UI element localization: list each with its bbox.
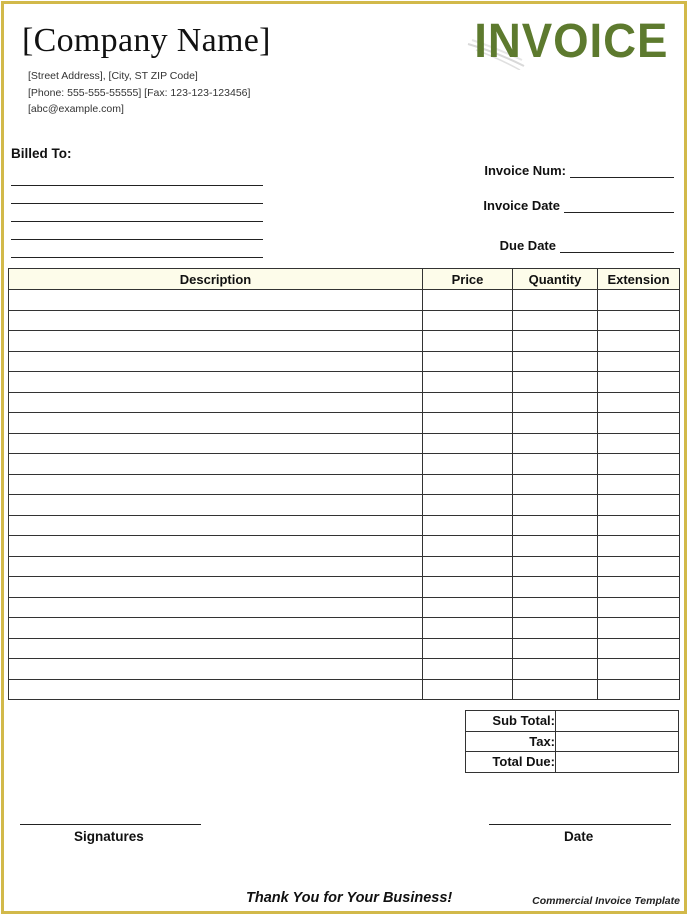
cell-quantity[interactable]: [513, 618, 598, 639]
cell-description[interactable]: [9, 597, 423, 618]
cell-price[interactable]: [423, 597, 513, 618]
cell-extension[interactable]: [598, 638, 680, 659]
table-row: [9, 638, 680, 659]
cell-price[interactable]: [423, 413, 513, 434]
sub-total-label: Sub Total:: [466, 711, 556, 732]
cell-description[interactable]: [9, 454, 423, 475]
table-header-row: [9, 269, 680, 290]
line-items-body: [9, 290, 680, 700]
cell-description[interactable]: [9, 474, 423, 495]
total-due-row: [466, 752, 679, 773]
cell-description[interactable]: [9, 351, 423, 372]
cell-quantity[interactable]: [513, 331, 598, 352]
cell-extension[interactable]: [598, 310, 680, 331]
cell-quantity[interactable]: [513, 413, 598, 434]
table-row: [9, 392, 680, 413]
table-row: [9, 618, 680, 639]
cell-extension[interactable]: [598, 474, 680, 495]
cell-extension[interactable]: [598, 515, 680, 536]
invoice-num-row: [484, 163, 674, 178]
table-row: [9, 310, 680, 331]
cell-description[interactable]: [9, 392, 423, 413]
cell-price[interactable]: [423, 536, 513, 557]
billed-to-lines: [11, 168, 263, 258]
cell-description[interactable]: [9, 413, 423, 434]
cell-extension[interactable]: [598, 495, 680, 516]
table-row: [9, 515, 680, 536]
cell-extension[interactable]: [598, 454, 680, 475]
sub-total-value[interactable]: [556, 711, 679, 732]
billed-to-line[interactable]: [11, 240, 263, 258]
cell-description[interactable]: [9, 679, 423, 700]
cell-price[interactable]: [423, 310, 513, 331]
invoice-date-label: Invoice Date: [483, 198, 560, 213]
email-line: [abc@example.com]: [28, 103, 124, 115]
template-name: Commercial Invoice Template: [532, 895, 680, 907]
cell-description[interactable]: [9, 515, 423, 536]
tax-label: Tax:: [466, 731, 556, 752]
table-row: [9, 474, 680, 495]
invoice-title: INVOICE: [473, 15, 668, 68]
cell-quantity[interactable]: [513, 351, 598, 372]
totals-table: [465, 710, 679, 773]
cell-price[interactable]: [423, 659, 513, 680]
cell-quantity[interactable]: [513, 659, 598, 680]
table-row: [9, 577, 680, 598]
cell-quantity[interactable]: [513, 290, 598, 311]
cell-description[interactable]: [9, 577, 423, 598]
cell-extension[interactable]: [598, 290, 680, 311]
table-row: [9, 597, 680, 618]
cell-extension[interactable]: [598, 331, 680, 352]
cell-quantity[interactable]: [513, 495, 598, 516]
cell-description[interactable]: [9, 659, 423, 680]
sub-total-row: [466, 711, 679, 732]
cell-quantity[interactable]: [513, 433, 598, 454]
cell-quantity[interactable]: [513, 454, 598, 475]
cell-price[interactable]: [423, 372, 513, 393]
column-header-extension: Extension: [598, 269, 680, 290]
cell-extension[interactable]: [598, 413, 680, 434]
phone-fax-line: [Phone: 555-555-55555] [Fax: 123-123-123456]: [28, 86, 251, 99]
cell-extension[interactable]: [598, 392, 680, 413]
due-date-label: Due Date: [499, 238, 556, 253]
cell-extension[interactable]: [598, 577, 680, 598]
cell-description[interactable]: [9, 495, 423, 516]
cell-price[interactable]: [423, 474, 513, 495]
billed-to-line[interactable]: [11, 168, 263, 186]
cell-description[interactable]: [9, 638, 423, 659]
cell-description[interactable]: [9, 290, 423, 311]
cell-price[interactable]: [423, 290, 513, 311]
thank-you-message: Thank You for Your Business!: [246, 890, 453, 906]
table-row: [9, 413, 680, 434]
due-date-row: [500, 238, 674, 253]
cell-quantity[interactable]: [513, 679, 598, 700]
cell-quantity[interactable]: [513, 392, 598, 413]
tax-row: [466, 731, 679, 752]
signatures-label: Signatures: [74, 829, 144, 844]
table-row: [9, 372, 680, 393]
cell-price[interactable]: [423, 679, 513, 700]
cell-price[interactable]: [423, 433, 513, 454]
line-items-table: [8, 268, 680, 700]
tax-value[interactable]: [556, 731, 679, 752]
cell-extension[interactable]: [598, 618, 680, 639]
cell-quantity[interactable]: [513, 577, 598, 598]
cell-price[interactable]: [423, 638, 513, 659]
table-row: [9, 556, 680, 577]
cell-price[interactable]: [423, 495, 513, 516]
cell-description[interactable]: [9, 618, 423, 639]
cell-extension[interactable]: [598, 536, 680, 557]
cell-price[interactable]: [423, 515, 513, 536]
table-row: [9, 659, 680, 680]
table-row: [9, 331, 680, 352]
table-row: [9, 351, 680, 372]
cell-description[interactable]: [9, 372, 423, 393]
due-date-field[interactable]: [560, 239, 674, 253]
table-row: [9, 679, 680, 700]
invoice-num-field[interactable]: [570, 164, 674, 178]
billed-to-line[interactable]: [11, 222, 263, 240]
cell-description[interactable]: [9, 310, 423, 331]
cell-extension[interactable]: [598, 433, 680, 454]
table-row: [9, 290, 680, 311]
address-line: [Street Address], [City, ST ZIP Code]: [28, 70, 198, 82]
table-row: [9, 454, 680, 475]
cell-extension[interactable]: [598, 372, 680, 393]
column-header-quantity: Quantity: [513, 269, 598, 290]
invoice-num-label: Invoice Num:: [484, 163, 566, 178]
cell-quantity[interactable]: [513, 556, 598, 577]
cell-quantity[interactable]: [513, 310, 598, 331]
cell-extension[interactable]: [598, 679, 680, 700]
cell-description[interactable]: [9, 536, 423, 557]
cell-quantity[interactable]: [513, 515, 598, 536]
cell-description[interactable]: [9, 331, 423, 352]
cell-description[interactable]: [9, 433, 423, 454]
billed-to-line[interactable]: [11, 204, 263, 222]
table-row: [9, 536, 680, 557]
cell-price[interactable]: [423, 351, 513, 372]
total-due-value[interactable]: [556, 752, 679, 773]
table-row: [9, 495, 680, 516]
date-line[interactable]: [489, 824, 671, 825]
cell-extension[interactable]: [598, 659, 680, 680]
column-header-description: Description: [9, 269, 423, 290]
cell-quantity[interactable]: [513, 372, 598, 393]
cell-extension[interactable]: [598, 556, 680, 577]
invoice-date-row: [483, 198, 674, 213]
invoice-date-field[interactable]: [564, 199, 674, 213]
cell-quantity[interactable]: [513, 474, 598, 495]
billed-to-line[interactable]: [11, 186, 263, 204]
cell-price[interactable]: [423, 618, 513, 639]
cell-price[interactable]: [423, 577, 513, 598]
cell-extension[interactable]: [598, 597, 680, 618]
total-due-label: Total Due:: [466, 752, 556, 773]
table-row: [9, 433, 680, 454]
cell-quantity[interactable]: [513, 536, 598, 557]
column-header-price: Price: [423, 269, 513, 290]
signature-line[interactable]: [20, 824, 201, 825]
cell-price[interactable]: [423, 454, 513, 475]
billed-to-label: Billed To:: [11, 146, 72, 161]
date-label: Date: [564, 829, 594, 844]
cell-description[interactable]: [9, 556, 423, 577]
cell-extension[interactable]: [598, 351, 680, 372]
cell-quantity[interactable]: [513, 638, 598, 659]
company-name: [Company Name]: [22, 22, 271, 59]
cell-price[interactable]: [423, 331, 513, 352]
cell-price[interactable]: [423, 556, 513, 577]
company-address-block: [28, 68, 250, 118]
cell-quantity[interactable]: [513, 597, 598, 618]
cell-price[interactable]: [423, 392, 513, 413]
